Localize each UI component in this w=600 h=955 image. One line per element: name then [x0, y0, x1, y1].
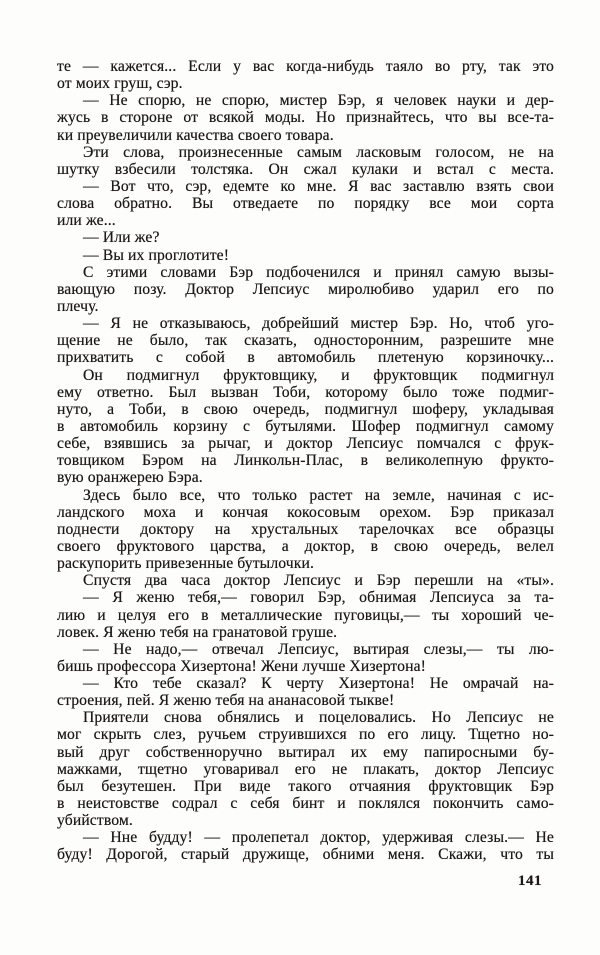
text-line: — Не спорю, не спорю, мистер Бэр, я человек науки и дер- [83, 92, 554, 110]
text-line: мажками, тщетно уговаривал его не плакать, доктор Лепсиус [57, 760, 554, 778]
text-line: себе, взявшись за рычаг, и доктор Лепсиус помчался с фрук- [57, 435, 554, 453]
text-line: С этими словами Бэр подбоченился и принял самую вызы- [83, 263, 554, 281]
text-line: в неистовстве содрал с себя бинт и поклялся покончить само- [57, 795, 554, 813]
text-line: буду! Дорогой, старый дружище, обними меня. Скажи, что ты [57, 846, 554, 864]
text-line: плечу. [57, 297, 99, 315]
text-line: Спустя два часа доктор Лепсиус и Бэр перешли на «ты». [83, 572, 554, 590]
text-block [57, 58, 554, 864]
text-line: убийством. [57, 812, 133, 830]
text-line: раскупорить привезенные бутылочки. [57, 555, 315, 573]
text-line: ки преувеличили качества своего товара. [57, 126, 334, 144]
text-line: — Нне будду! — пролепетал доктор, удерживая слезы.— Не [83, 829, 554, 847]
text-line: прихватить с собой в автомобиль плетеную корзиночку... [57, 349, 554, 367]
text-line: от моих груш, сэр. [57, 75, 183, 93]
text-line: товщиком Бэром на Линкольн-Плас, в великолепную фрукто- [57, 452, 554, 470]
text-line: или же... [57, 212, 116, 230]
text-line: — Не надо,— отвечал Лепсиус, вытирая слезы,— ты лю- [83, 640, 554, 658]
text-line: в автомобиль корзину с бутылями. Шофер подмигнул самому [57, 417, 554, 435]
text-line: Он подмигнул фруктовщику, и фруктовщик подмигнул [83, 366, 554, 384]
text-line: мог скрыть слез, ручьем струившихся по его лицу. Тщетно но- [57, 726, 554, 744]
text-line: слова обратно. Вы отведаете по порядку все мои сорта [57, 195, 554, 213]
text-line: поднести доктору на хрустальных тарелочках все образцы [57, 520, 554, 538]
text-line: своего фруктового царства, а доктор, в свою очередь, велел [57, 537, 554, 555]
text-line: Приятели снова обнялись и поцеловались. Но Лепсиус не [83, 709, 554, 727]
text-line: Эти слова, произнесенные самым ласковым голосом, не на [83, 143, 554, 161]
text-line: щение не было, так сказать, односторонним, разрешите мне [57, 332, 554, 350]
text-line: Здесь было все, что только растет на земле, начиная с ис- [83, 486, 554, 504]
text-line: вую оранжерею Бэра. [57, 469, 203, 487]
text-line: жусь в стороне от всякой моды. Но признайтесь, что вы все-та- [57, 109, 554, 127]
text-line: те — кажется... Если у вас когда-нибудь таяло во рту, так это [57, 58, 554, 75]
text-line: — Вы их проглотите! [83, 246, 230, 264]
text-line: ловек. Я женю тебя на гранатовой груше. [57, 623, 338, 641]
text-line: шутку взбесили толстяка. Он сжал кулаки и встал с места. [57, 160, 554, 178]
text-line: нуто, а Тоби, в свою очередь, подмигнул шоферу, укладывая [57, 400, 554, 418]
text-line: ему ответно. Был вызван Тоби, которому было тоже подмиг- [57, 383, 554, 401]
text-line: — Вот что, сэр, едемте ко мне. Я вас заставлю взять свои [83, 177, 554, 195]
text-line: ландского моха и кончая кокосовым орехом. Бэр приказал [57, 503, 554, 521]
text-line: — Или же? [83, 229, 160, 247]
text-line: вающую позу. Доктор Лепсиус миролюбиво ударил его по [57, 280, 554, 298]
page-number: 141 [518, 873, 542, 889]
text-line: строения, пей. Я женю тебя на ананасовой тыкве! [57, 692, 395, 710]
text-line: лию и целуя его в металлические пуговицы,— ты хороший че- [57, 606, 554, 624]
text-line: вый друг собственноручно вытирал их ему папиросными бу- [57, 743, 554, 761]
text-line: бишь профессора Хизертона! Жени лучше Хизертона! [57, 657, 427, 675]
text-line: был безутешен. При виде такого отчаяния фруктовщик Бэр [57, 777, 554, 795]
text-line: — Я не отказываюсь, добрейший мистер Бэр. Но, чтоб уго- [83, 315, 554, 333]
text-line: — Кто тебе сказал? К черту Хизертона! Не омрачай на- [83, 675, 554, 693]
text-line: — Я женю тебя,— говорил Бэр, обнимая Лепсиуса за та- [83, 589, 554, 607]
